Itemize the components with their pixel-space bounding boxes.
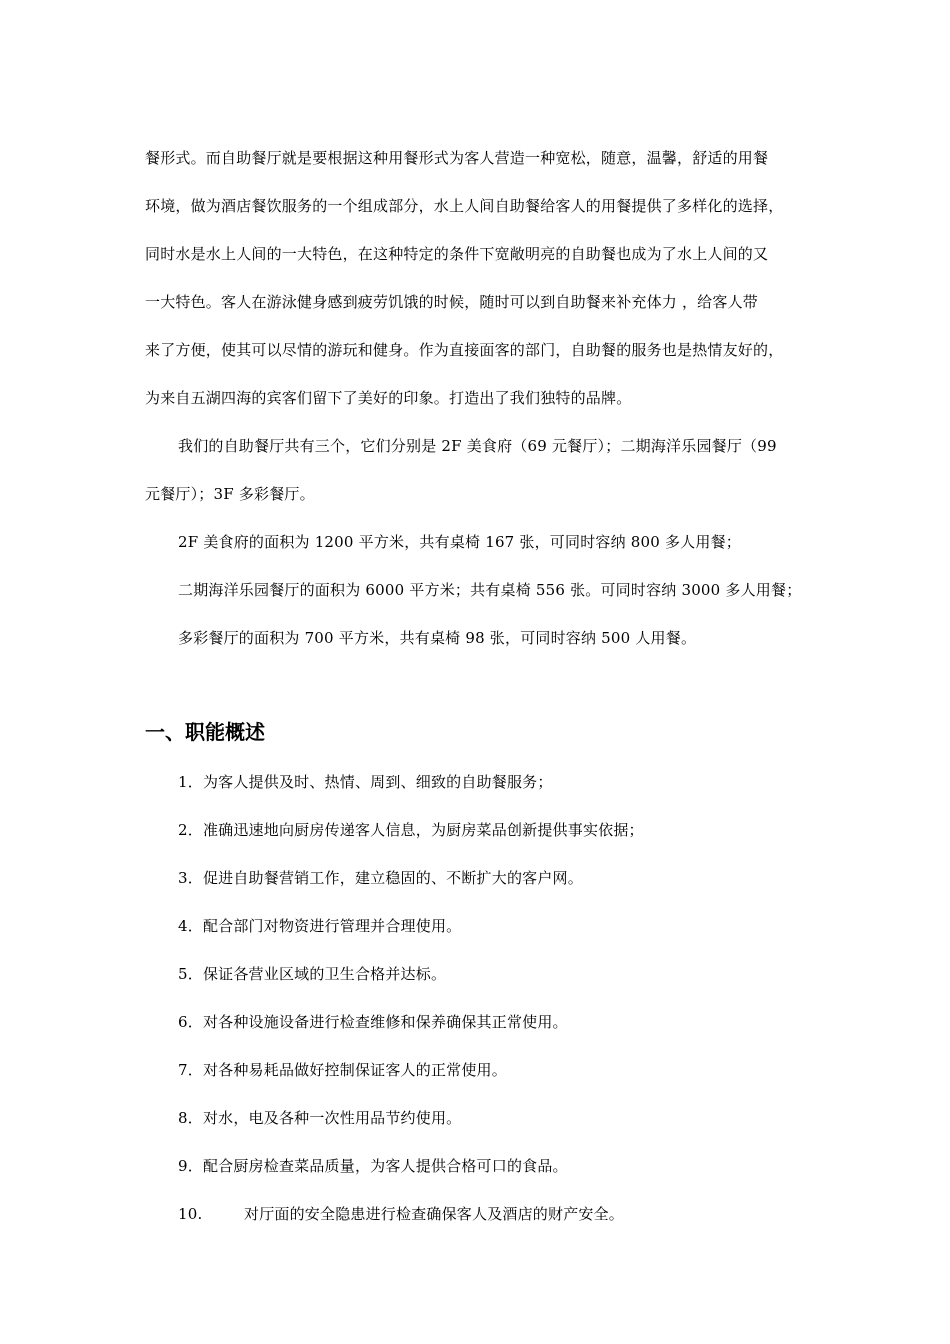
list-item-number: 10. — [178, 1205, 203, 1223]
list-item-number: 6． — [178, 1013, 203, 1031]
restaurant-detail-1: 2F 美食府的面积为 1200 平方米，共有桌椅 167 张，可同时容纳 800 多人用餐； — [178, 533, 741, 551]
intro-line-6: 为来自五湖四海的宾客们留下了美好的印象。打造出了我们独特的品牌。 — [145, 389, 632, 407]
list-item — [178, 868, 583, 888]
list-item-number: 7． — [178, 1061, 203, 1079]
list-item-number: 9． — [178, 1157, 203, 1175]
list-item — [178, 820, 644, 840]
restaurants-summary-line-1: 我们的自助餐厅共有三个，它们分别是 2F 美食府（69 元餐厅）；二期海洋乐园餐厅（99 — [178, 437, 777, 455]
intro-line-4: 一大特色。客人在游泳健身感到疲劳饥饿的时候，随时可以到自助餐来补充体力 ，给客人带 — [145, 293, 758, 311]
list-item — [178, 1060, 507, 1080]
list-item-number: 5． — [178, 965, 203, 983]
list-item — [178, 1108, 461, 1128]
list-item-text: 对各种设施设备进行检查维修和保养确保其正常使用。 — [202, 1013, 568, 1031]
list-item-text: 保证各营业区域的卫生合格并达标。 — [202, 965, 447, 983]
list-item-text: 准确迅速地向厨房传递客人信息，为厨房菜品创新提供事实依据； — [202, 821, 644, 839]
list-item — [178, 1012, 568, 1032]
intro-line-5: 来了方便，使其可以尽情的游玩和健身。作为直接面客的部门，自助餐的服务也是热情友好的， — [145, 341, 784, 359]
list-item — [178, 772, 553, 792]
list-item-text: 对水，电及各种一次性用品节约使用。 — [202, 1109, 462, 1127]
list-item-text: 配合部门对物资进行管理并合理使用。 — [202, 917, 462, 935]
list-item-text: 为客人提供及时、热情、周到、细致的自助餐服务； — [202, 773, 553, 791]
list-item — [178, 1204, 624, 1224]
list-item-number: 2． — [178, 821, 203, 839]
section-heading: 一、职能概述 — [145, 720, 265, 744]
intro-line-3: 同时水是水上人间的一大特色，在这种特定的条件下宽敞明亮的自助餐也成为了水上人间的又 — [145, 245, 769, 263]
list-item — [178, 1156, 568, 1176]
restaurants-summary-line-2: 元餐厅）；3F 多彩餐厅。 — [145, 485, 315, 503]
intro-line-2: 环境，做为酒店餐饮服务的一个组成部分，水上人间自助餐给客人的用餐提供了多样化的选择， — [145, 197, 784, 215]
intro-line-1: 餐形式。而自助餐厅就是要根据这种用餐形式为客人营造一种宽松，随意，温馨，舒适的用餐 — [145, 149, 769, 167]
restaurant-detail-2: 二期海洋乐园餐厅的面积为 6000 平方米；共有桌椅 556 张。可同时容纳 3000 多人用餐； — [178, 581, 802, 599]
list-item — [178, 964, 446, 984]
list-item-number: 4． — [178, 917, 203, 935]
list-item-text: 对厅面的安全隐患进行检查确保客人及酒店的财产安全。 — [244, 1205, 625, 1223]
list-item-number: 8． — [178, 1109, 203, 1127]
list-item — [178, 916, 461, 936]
restaurant-detail-3: 多彩餐厅的面积为 700 平方米，共有桌椅 98 张，可同时容纳 500 人用餐。 — [178, 629, 697, 647]
list-item-text: 配合厨房检查菜品质量，为客人提供合格可口的食品。 — [202, 1157, 568, 1175]
list-item-text: 促进自助餐营销工作，建立稳固的、不断扩大的客户网。 — [202, 869, 583, 887]
list-item-number: 3． — [178, 869, 203, 887]
list-item-text: 对各种易耗品做好控制保证客人的正常使用。 — [202, 1061, 507, 1079]
list-item-number: 1． — [178, 773, 203, 791]
